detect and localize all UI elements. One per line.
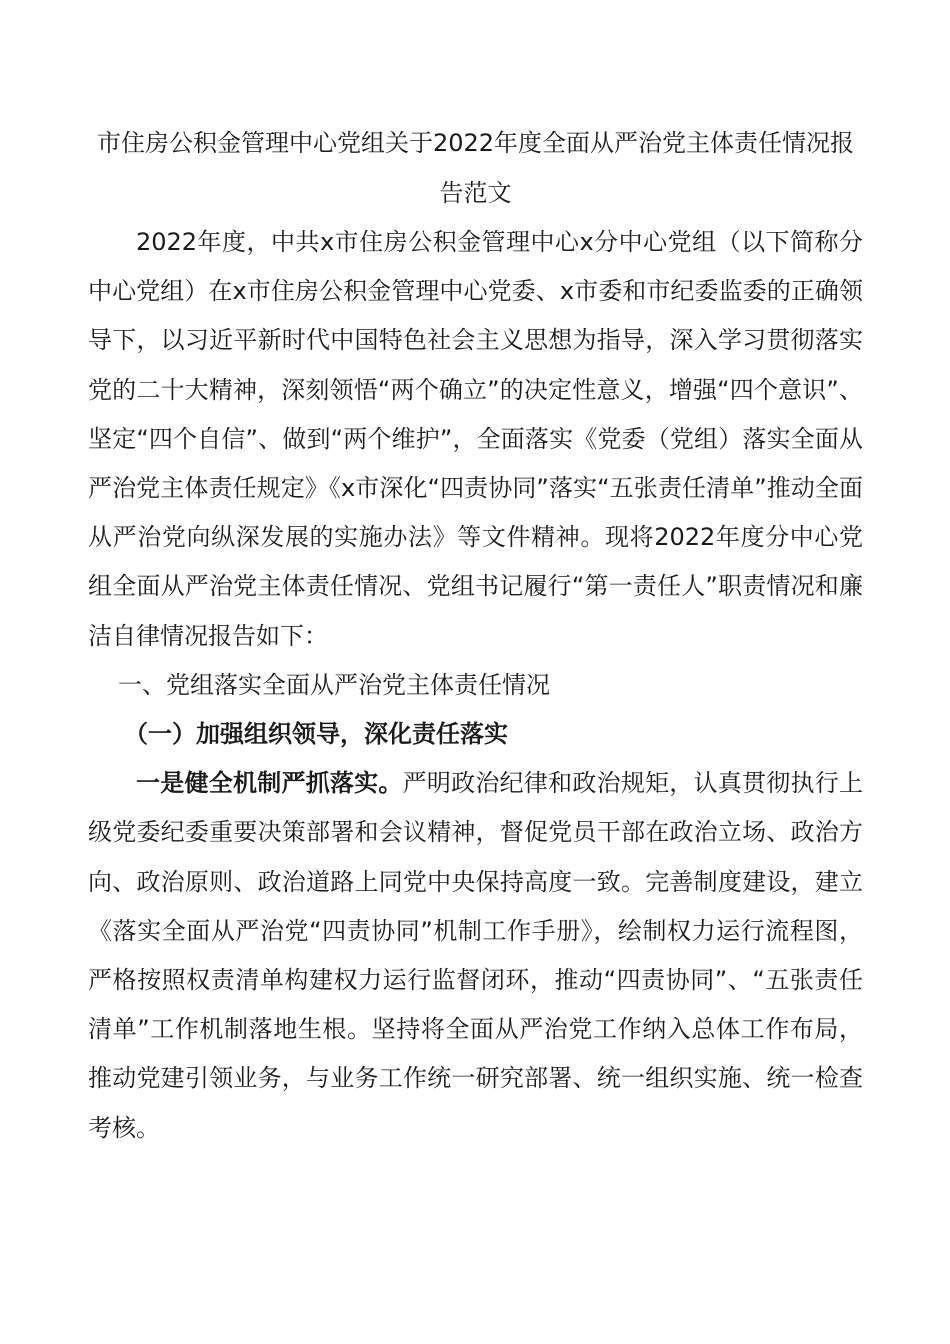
point-body: 严明政治纪律和政治规矩，认真贯彻执行上级党委纪委重要决策部署和会议精神，督促党员干部在政治立场、政治方向、政治原则、政治道路上同党中央保持高度一致。完善制度建设，建立《落实全面从严治党“四责协同”机制工作手册》，绘制权力运行流程图，严格按照权责清单构建权力运行监督闭环，推动“四责协同”、“五张责任清单”工作机制落地生根。坚持将全面从严治党工作纳入总体工作布局，推动党建引领业务，与业务工作统一研究部署、统一组织实施、统一检查考核。 [88,769,863,1142]
subsection-heading: （一）加强组织领导，深化责任落实 [124,720,508,749]
point-lead: 一是健全机制严抓落实。 [136,769,403,798]
document-page [88,118,863,1153]
section-heading: 一、党组落实全面从严治党主体责任情况 [118,670,550,699]
point-paragraph [88,759,863,1153]
intro-paragraph: 2022年度，中共x市住房公积金管理中心x分中心党组（以下简称分中心党组）在x市住房公积金管理中心党委、x市委和市纪委监委的正确领导下，以习近平新时代中国特色社会主义思想为指导，深入学习贯彻落实党的二十大精神，深刻领悟“两个确立”的决定性意义，增强“四个意识”、坚定“四个自信”、做到“两个维护”，全面落实《党委（党组）落实全面从严治党主体责任规定》《x市深化“四责协同”落实“五张责任清单”推动全面从严治党向纵深发展的实施办法》等文件精神。现将2022年度分中心党组全面从严治党主体责任情况、党组书记履行“第一责任人”职责情况和廉洁自律情况报告如下： [88,228,863,650]
document-title: 市住房公积金管理中心党组关于2022年度全面从严治党主体责任情况报告范文 [96,129,855,207]
